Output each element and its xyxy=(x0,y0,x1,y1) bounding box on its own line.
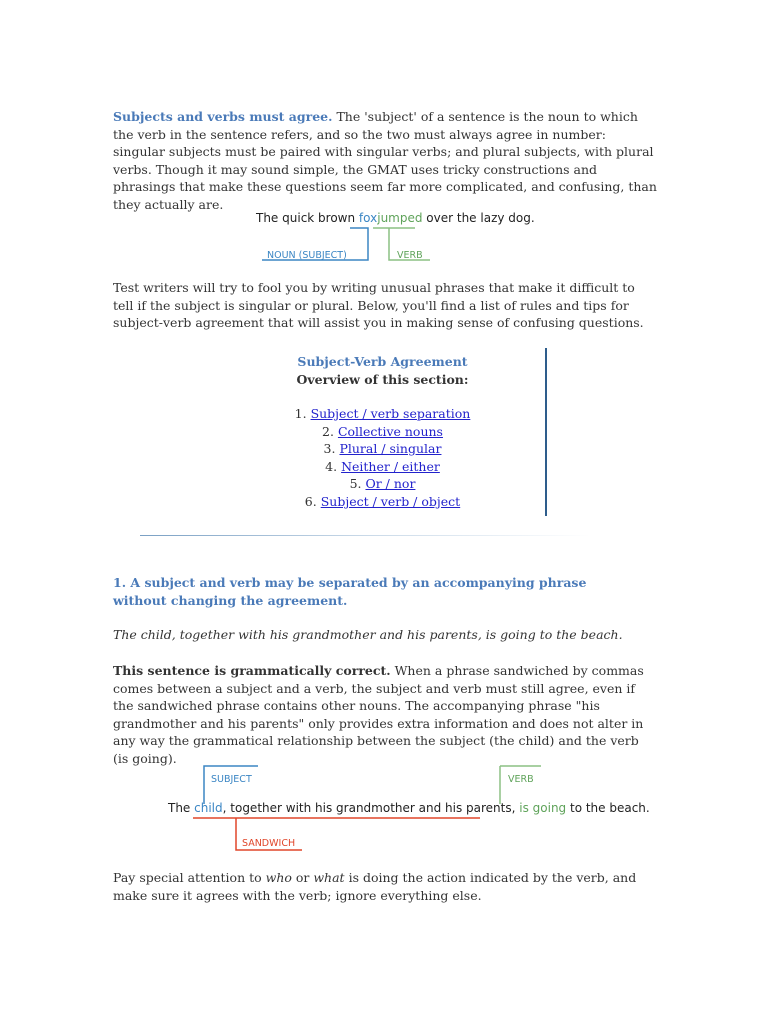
toc-item-6 xyxy=(240,493,525,511)
section1-heading: 1. A subject and verb may be separated by an accompanying phrase without changing the agreement. xyxy=(113,575,587,608)
toc-num: 5. xyxy=(349,476,362,491)
closing-pre: Pay special attention to xyxy=(113,870,266,885)
toc-link-plural-singular[interactable]: Plural / singular xyxy=(339,441,442,456)
closing-paragraph xyxy=(113,869,658,904)
intro-text: The 'subject' of a sentence is the noun to which the verb in the sentence refers, and so the two must always agree in number: singular subjects must be paired with singular verbs; and plural subjects, with plural verbs. Though it may sound simple, the GMAT uses tricky constructions and phrasings that make these questions seem far more complicated, and confusing, than they actually are. xyxy=(113,109,657,212)
diagram2-verb: is going xyxy=(519,801,567,815)
example1-post: over the lazy dog. xyxy=(422,211,535,225)
diagram2-sentence xyxy=(168,800,650,818)
toc-link-subject-verb-separation[interactable]: Subject / verb separation xyxy=(310,406,471,421)
closing-or: or xyxy=(291,870,314,885)
example1-verb: jumped xyxy=(377,211,423,225)
diagram2-post: to the beach. xyxy=(566,801,650,815)
section1-example-sentence: The child, together with his grandmother and his parents, is going to the beach. xyxy=(113,627,623,642)
toc-link-collective-nouns[interactable]: Collective nouns xyxy=(337,423,443,439)
diagram2-middle: , together with his grandmother and his parents, xyxy=(222,801,520,815)
section-divider xyxy=(140,535,590,536)
section1-explanation xyxy=(113,662,658,767)
intro-lead: Subjects and verbs must agree. xyxy=(113,109,333,124)
toc-link-or-nor[interactable]: Or / nor xyxy=(365,476,416,491)
verb-label-2: VERB xyxy=(508,774,534,785)
closing-post: is doing the action indicated by the verb, and make sure it agrees with the verb; ignore everything else. xyxy=(113,870,637,903)
toc-item-4 xyxy=(240,458,525,476)
toc-num: 1. xyxy=(294,406,307,421)
paragraph-2: Test writers will try to fool you by writing unusual phrases that make it difficult to tell if the subject is singular or plural. Below, you'll find a list of rules and tips for subject-verb agreement that will assist you in making sense of confusing questions. xyxy=(113,280,644,330)
diagram2-subject: child xyxy=(194,801,223,815)
verb-label: VERB xyxy=(397,250,423,261)
toc-item-3 xyxy=(240,440,525,458)
toc-num: 2. xyxy=(322,423,334,439)
toc-subtitle: Overview of this section: xyxy=(296,371,469,387)
example1-pre: The quick brown xyxy=(256,211,359,225)
toc-num: 6. xyxy=(304,493,317,509)
explain-lead: This sentence is grammatically correct. xyxy=(113,663,391,678)
toc-box xyxy=(240,353,525,510)
toc-title: Subject-Verb Agreement xyxy=(297,354,468,369)
toc-divider-vertical xyxy=(545,348,547,516)
toc-item-1 xyxy=(240,405,525,423)
sandwich-label: SANDWICH xyxy=(242,838,296,849)
toc-num: 3. xyxy=(323,441,336,456)
toc-item-5 xyxy=(240,475,525,493)
toc-link-subject-verb-object[interactable]: Subject / verb / object xyxy=(320,493,461,509)
toc-link-neither-either[interactable]: Neither / either xyxy=(341,458,440,474)
closing-what: what xyxy=(313,870,345,885)
toc-item-2 xyxy=(240,423,525,441)
diagram2-pre: The xyxy=(168,801,195,815)
toc-num: 4. xyxy=(325,458,338,474)
example1-subject: fox xyxy=(358,211,378,225)
explain-text: When a phrase sandwiched by commas comes between a subject and a verb, the subject and verb must still agree, even if the sandwiched phrase contains other nouns. The accompanying phrase "his grandmother and his parents" only provides extra information and does not alter in any way the grammatical relationship between the subject (the child) and the verb (is going). xyxy=(113,663,644,766)
subject-label: SUBJECT xyxy=(211,774,252,785)
closing-who: who xyxy=(265,870,292,885)
noun-subject-label: NOUN (SUBJECT) xyxy=(267,250,347,261)
